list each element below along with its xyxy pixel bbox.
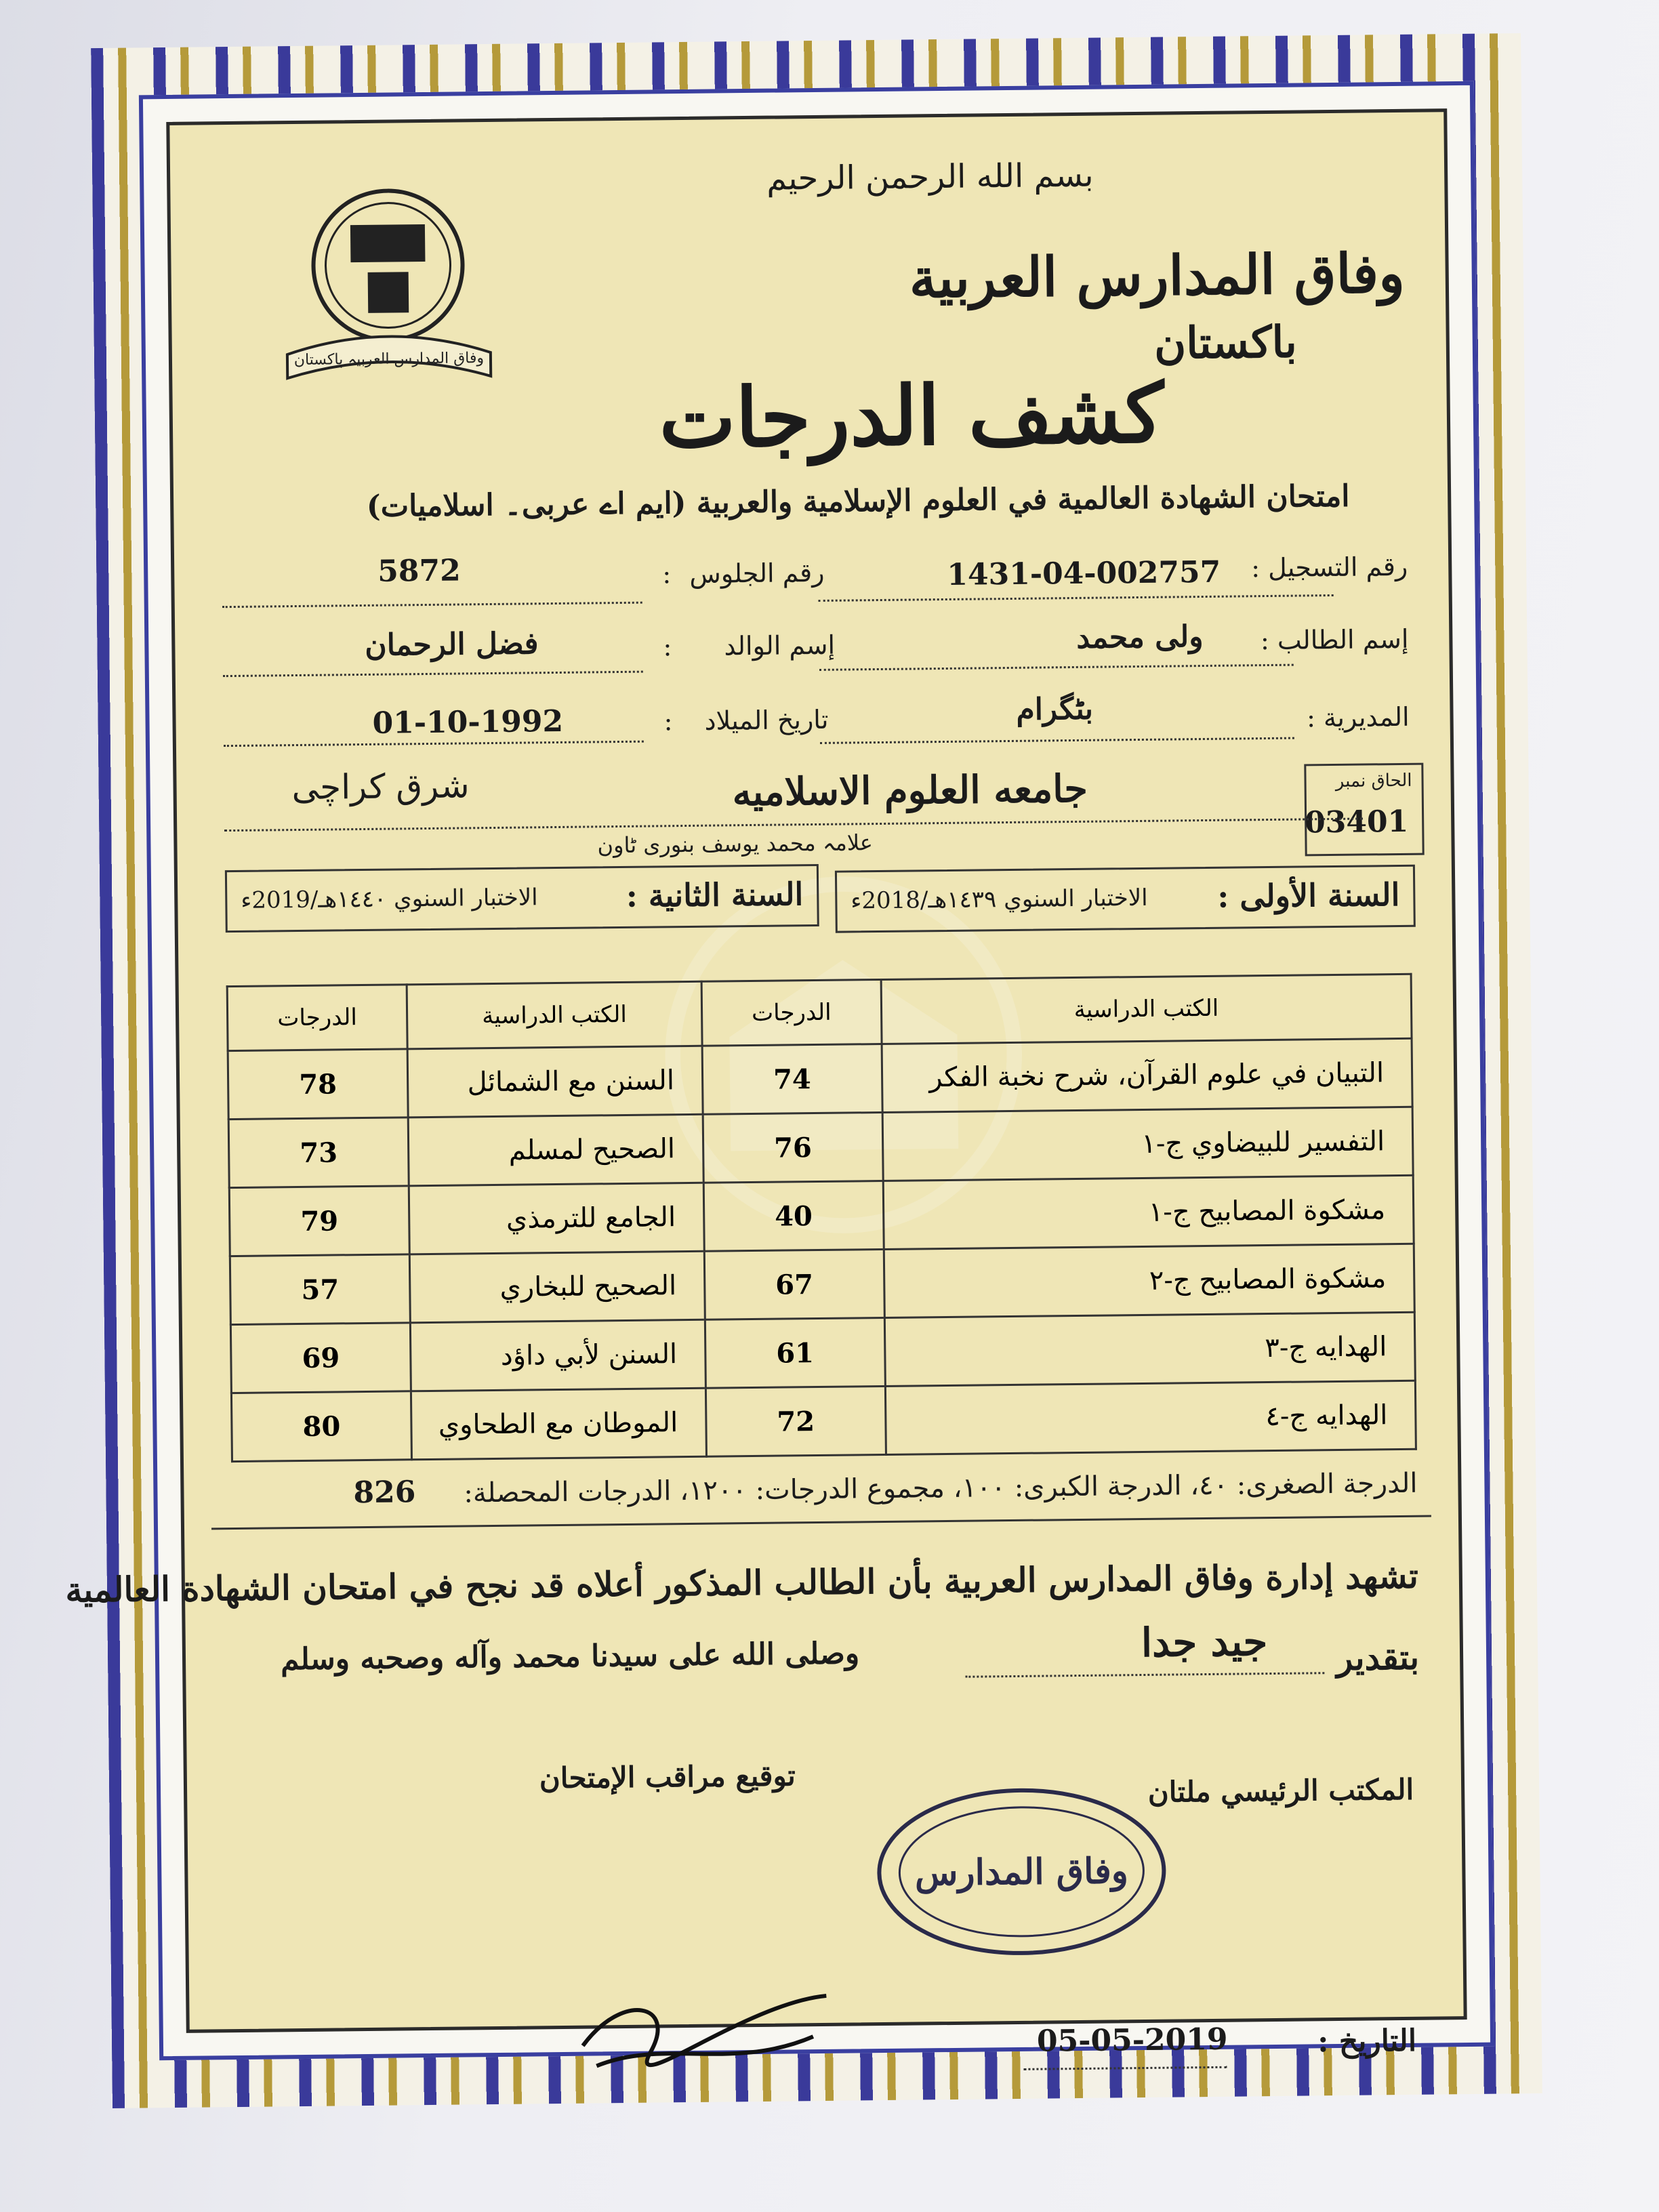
seat-line: [222, 602, 642, 608]
table-row: [231, 1380, 1416, 1461]
table-row: [230, 1312, 1415, 1393]
second-year-label: السنة الثانية :: [626, 876, 804, 914]
affiliation-box: [1304, 763, 1424, 857]
first-year-box: [835, 865, 1416, 933]
affiliation-value: 03401: [1304, 804, 1409, 840]
table-row: [228, 1107, 1413, 1187]
header-grades-2: الدرجات: [227, 985, 407, 1051]
dob-label: تاريخ الميلاد: [704, 704, 829, 736]
registration-value: 1431-04-002757: [947, 554, 1221, 592]
second-year-box: [225, 864, 819, 933]
student-value: ولی محمد: [1076, 619, 1204, 655]
grade-cell: 78: [228, 1049, 408, 1120]
summary-divider: [211, 1515, 1431, 1530]
book-cell: الصحيح لمسلم: [408, 1114, 703, 1186]
page-title: كشف الدرجات: [658, 365, 1164, 467]
book-cell: التفسير للبيضاوي ج-١: [882, 1107, 1413, 1181]
dob-value: 01-10-1992: [372, 703, 564, 741]
student-line: [819, 664, 1294, 671]
date-line: [1023, 2066, 1227, 2070]
organization-logo-icon: [272, 183, 504, 389]
seat-colon: :: [662, 559, 672, 590]
date-value: 05-05-2019: [1036, 2022, 1228, 2059]
grade-cell: 74: [702, 1044, 882, 1114]
book-cell: السنن لأبي داؤد: [410, 1319, 705, 1391]
madrasa-name: جامعه العلوم الاسلاميه: [732, 766, 1088, 815]
first-year-label: السنة الأولى :: [1217, 876, 1400, 915]
grade-cell: 79: [229, 1186, 409, 1256]
exam-subtitle: امتحان الشهادة العالمية في العلوم الإسلامية والعربية (ايم اے عربی۔ اسلامیات): [366, 478, 1350, 524]
book-cell: الصحيح للبخاري: [409, 1251, 705, 1323]
grade-line: [965, 1672, 1324, 1678]
dob-line: [224, 741, 644, 747]
madrasa-city: شرق کراچی: [291, 766, 470, 808]
certificate-card: [65, 108, 1467, 2060]
seat-label: رقم الجلوس: [689, 557, 825, 589]
affiliation-label: الحاق نمبر: [1335, 770, 1412, 792]
book-cell: مشكوة المصابيح ج-٢: [884, 1244, 1414, 1317]
seat-value: 5872: [377, 553, 461, 589]
table-row: [230, 1244, 1414, 1324]
header-books-2: الكتب الدراسية: [407, 981, 702, 1049]
table-row: [229, 1175, 1414, 1256]
decorative-border: [65, 33, 1542, 2108]
registration-label: رقم التسجيل :: [1250, 551, 1408, 583]
book-cell: الموطان مع الطحاوي: [411, 1388, 706, 1460]
book-cell: التبيان في علوم القرآن، شرح نخبة الفكر: [882, 1038, 1412, 1112]
grade-cell: 73: [228, 1118, 409, 1188]
grade-cell: 80: [231, 1391, 411, 1462]
office-name: المكتب الرئيسي ملتان: [1147, 1772, 1414, 1809]
total-marks: 826: [353, 1475, 416, 1511]
grade-cell: 61: [705, 1317, 885, 1388]
salutation: وصلى الله على سيدنا محمد وآله وصحبه وسلم: [280, 1636, 860, 1677]
student-label: إسم الطالب :: [1260, 623, 1409, 656]
grade-cell: 72: [705, 1386, 886, 1456]
grade-cell: 40: [703, 1181, 884, 1251]
district-line: [820, 737, 1294, 744]
logo-text: وفاق المدارس العربیہ پاکستان: [293, 350, 485, 369]
dob-colon: :: [663, 706, 673, 737]
stamp-text: وفاق المدارس: [914, 1850, 1129, 1894]
book-cell: الهدايه ج-٣: [884, 1312, 1415, 1386]
certification-text: تشهد إدارة وفاق المدارس العربية بأن الطالب المذكور أعلاه قد نجح في امتحان الشهادة العالمية: [65, 1555, 1419, 1610]
first-year-exam: الاختبار السنوي ١٤٣٩هـ/2018ء: [851, 884, 1148, 915]
madrasa-address: علامہ محمد یوسف بنوری ٹاون: [597, 830, 874, 859]
district-value: بٹگرام: [1016, 691, 1094, 727]
grade-cell: 76: [703, 1112, 883, 1183]
inner-frame: [65, 81, 1494, 2060]
madrasa-line: [224, 818, 1363, 832]
registration-line: [819, 594, 1334, 602]
grades-summary: الدرجة الصغرى: ٤٠، الدرجة الكبرى: ١٠٠، مجموع الدرجات: ١٢٠٠، الدرجات المحصلة:: [464, 1467, 1418, 1509]
grades-table: [226, 973, 1417, 1462]
grade-cell: 69: [230, 1323, 411, 1393]
book-cell: الهدايه ج-٤: [885, 1380, 1416, 1454]
official-stamp-icon: [872, 1782, 1172, 1962]
header-books-1: الكتب الدراسية: [881, 974, 1412, 1044]
book-cell: السنن مع الشمائل: [407, 1046, 703, 1118]
second-year-exam: الاختبار السنوي ١٤٤٠هـ/2019ء: [241, 884, 538, 914]
table-row: [228, 1038, 1412, 1119]
book-cell: الجامع للترمذي: [409, 1183, 704, 1254]
country-name: باكستان: [1153, 316, 1298, 369]
father-line: [223, 671, 643, 677]
signature-icon: [569, 1975, 841, 2087]
grade-label: بتقدير: [1336, 1637, 1420, 1679]
father-value: فضل الرحمان: [365, 626, 539, 663]
organization-name: وفاق المدارس العربية: [909, 241, 1406, 310]
grade-cell: 57: [230, 1254, 410, 1325]
basmala: بسم الله الرحمن الرحيم: [766, 156, 1094, 198]
grade-cell: 67: [704, 1249, 884, 1319]
book-cell: مشكوة المصابيح ج-١: [883, 1175, 1414, 1249]
table-header-row: [227, 974, 1412, 1050]
date-label: التاريخ :: [1317, 2023, 1417, 2060]
header-grades-1: الدرجات: [701, 979, 882, 1046]
district-label: المديرية :: [1306, 701, 1410, 733]
father-colon: :: [663, 632, 672, 662]
grade-value: جيد جدا: [1141, 1618, 1268, 1666]
father-label: إسم الوالد: [724, 630, 836, 661]
signature-label: توقيع مراقب الإمتحان: [539, 1759, 796, 1795]
